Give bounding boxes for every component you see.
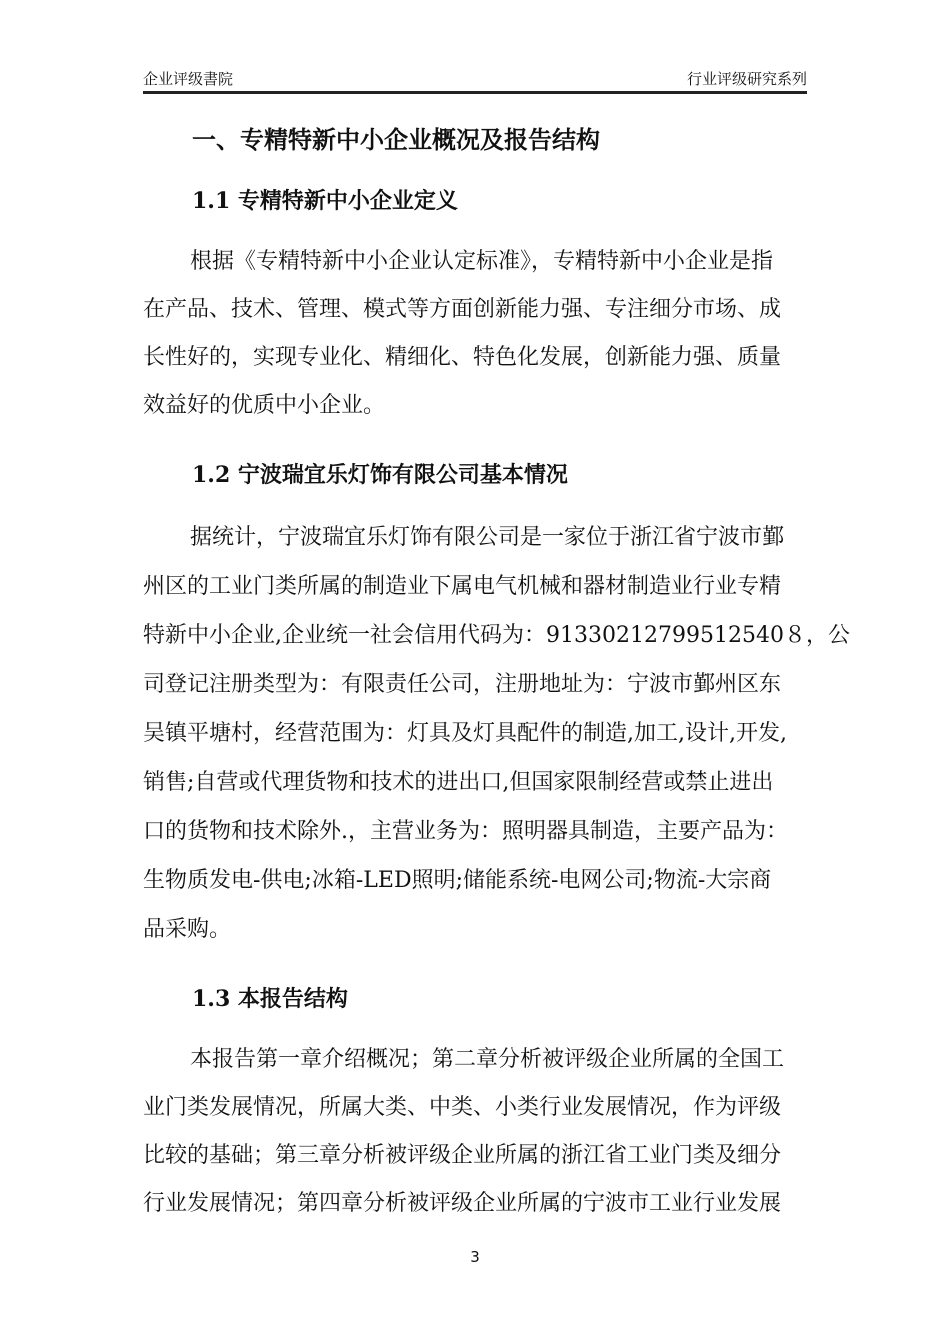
paragraph-line: 业门类发展情况，所属大类、中类、小类行业发展情况，作为评级 xyxy=(143,1095,782,1120)
paragraph-line: 州区的工业门类所属的制造业下属电气机械和器材制造业行业专精 xyxy=(143,574,782,599)
paragraph-line: 据统计，宁波瑞宜乐灯饰有限公司是一家位于浙江省宁波市鄞 xyxy=(190,525,785,550)
paragraph-line: 比较的基础；第三章分析被评级企业所属的浙江省工业门类及细分 xyxy=(143,1143,782,1168)
chapter-title: 一、专精特新中小企业概况及报告结构 xyxy=(192,125,600,154)
paragraph-line: 品采购。 xyxy=(143,917,232,942)
section-heading: 1.1 专精特新中小企业定义 xyxy=(192,188,458,214)
paragraph-line: 长性好的，实现专业化、精细化、特色化发展，创新能力强、质量 xyxy=(143,345,782,370)
paragraph-line: 根据《专精特新中小企业认定标准》，专精特新中小企业是指 xyxy=(190,249,774,274)
header-right: 行业评级研究系列 xyxy=(686,70,807,88)
paragraph-line: 在产品、技术、管理、模式等方面创新能力强、专注细分市场、成 xyxy=(143,297,782,322)
paragraph-line: 特新中小企业,企业统一社会信用代码为：91330212799512540８，公 xyxy=(143,623,850,648)
paragraph-line: 行业发展情况；第四章分析被评级企业所属的宁波市工业行业发展 xyxy=(143,1191,782,1216)
paragraph-line: 效益好的优质中小企业。 xyxy=(143,393,386,418)
paragraph-line: 本报告第一章介绍概况；第二章分析被评级企业所属的全国工 xyxy=(190,1047,785,1072)
paragraph-line: 吴镇平塘村，经营范围为：灯具及灯具配件的制造,加工,设计,开发, xyxy=(143,721,787,746)
header-left: 企业评级書院 xyxy=(143,70,234,88)
page-number: 3 xyxy=(470,1248,480,1266)
paragraph-line: 司登记注册类型为：有限责任公司，注册地址为：宁波市鄞州区东 xyxy=(143,672,782,697)
paragraph-line: 口的货物和技术除外.，主营业务为：照明器具制造，主要产品为： xyxy=(143,819,788,844)
header-rule xyxy=(143,91,807,94)
paragraph-line: 销售;自营或代理货物和技术的进出口,但国家限制经营或禁止进出 xyxy=(143,770,774,795)
section-heading: 1.2 宁波瑞宜乐灯饰有限公司基本情况 xyxy=(192,462,568,488)
section-heading: 1.3 本报告结构 xyxy=(192,986,348,1012)
paragraph-line: 生物质发电-供电;冰箱-LED照明;储能系统-电网公司;物流-大宗商 xyxy=(143,868,772,893)
